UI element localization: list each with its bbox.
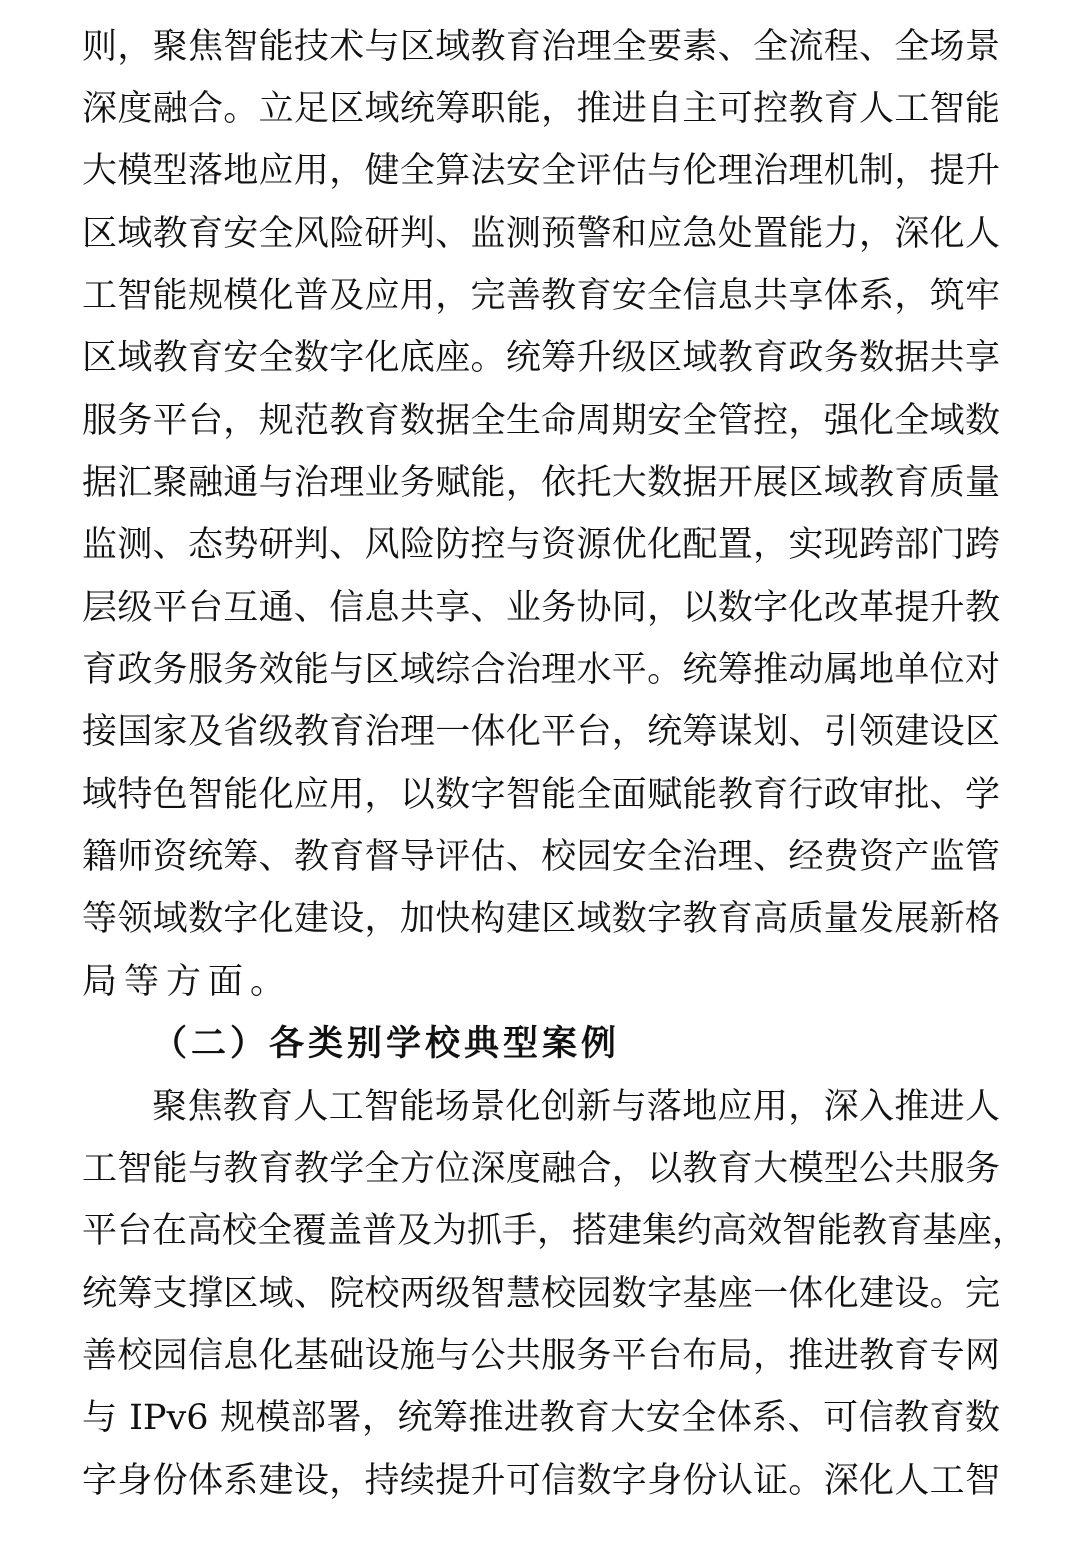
- text-line: 区域教育安全数字化底座。统筹升级区域教育政务数据共享: [82, 338, 1000, 378]
- text-line: 局等方面。: [82, 962, 293, 1002]
- text-line: 字身份体系建设，持续提升可信数字身份认证。深化人工智: [82, 1461, 1000, 1501]
- text-line: 监测、态势研判、风险防控与资源优化配置，实现跨部门跨: [82, 525, 1000, 565]
- text-line: 育政务服务效能与区域综合治理水平。统筹推动属地单位对: [82, 650, 1000, 690]
- text-line: 据汇聚融通与治理业务赋能，依托大数据开展区域教育质量: [82, 463, 1000, 503]
- text-line: 善校园信息化基础设施与公共服务平台布局，推进教育专网: [82, 1336, 1000, 1376]
- text-line: 域特色智能化应用，以数字智能全面赋能教育行政审批、学: [82, 775, 1000, 815]
- text-line: 与 IPv6 规模部署，统筹推进教育大安全体系、可信教育数: [82, 1398, 1000, 1438]
- text-line: 聚焦教育人工智能场景化创新与落地应用，深入推进人: [152, 1087, 1000, 1127]
- text-line: 统筹支撑区域、院校两级智慧校园数字基座一体化建设。完: [82, 1274, 1000, 1314]
- text-line: 等领域数字化建设，加快构建区域数字教育高质量发展新格: [82, 899, 1000, 939]
- text-line: 服务平台，规范教育数据全生命周期安全管控，强化全域数: [82, 401, 1000, 441]
- text-line: 层级平台互通、信息共享、业务协同，以数字化改革提升教: [82, 588, 1000, 628]
- text-line: 平台在高校全覆盖普及为抓手，搭建集约高效智能教育基座，: [82, 1211, 1028, 1251]
- text-line: 接国家及省级教育治理一体化平台，统筹谋划、引领建设区: [82, 712, 1000, 752]
- text-line: 籍师资统筹、教育督导评估、校园安全治理、经费资产监管: [82, 837, 1000, 877]
- text-line: 深度融合。立足区域统筹职能，推进自主可控教育人工智能: [82, 89, 1000, 129]
- text-line: 工智能与教育教学全方位深度融合，以教育大模型公共服务: [82, 1149, 1000, 1189]
- text-line: 工智能规模化普及应用，完善教育安全信息共享体系，筑牢: [82, 276, 1000, 316]
- section-heading: （二）各类别学校典型案例: [152, 1024, 621, 1064]
- text-line: 大模型落地应用，健全算法安全评估与伦理治理机制，提升: [82, 151, 1000, 191]
- text-line: 区域教育安全风险研判、监测预警和应急处置能力，深化人: [82, 214, 1000, 254]
- text-line: 则，聚焦智能技术与区域教育治理全要素、全流程、全场景: [82, 27, 1000, 67]
